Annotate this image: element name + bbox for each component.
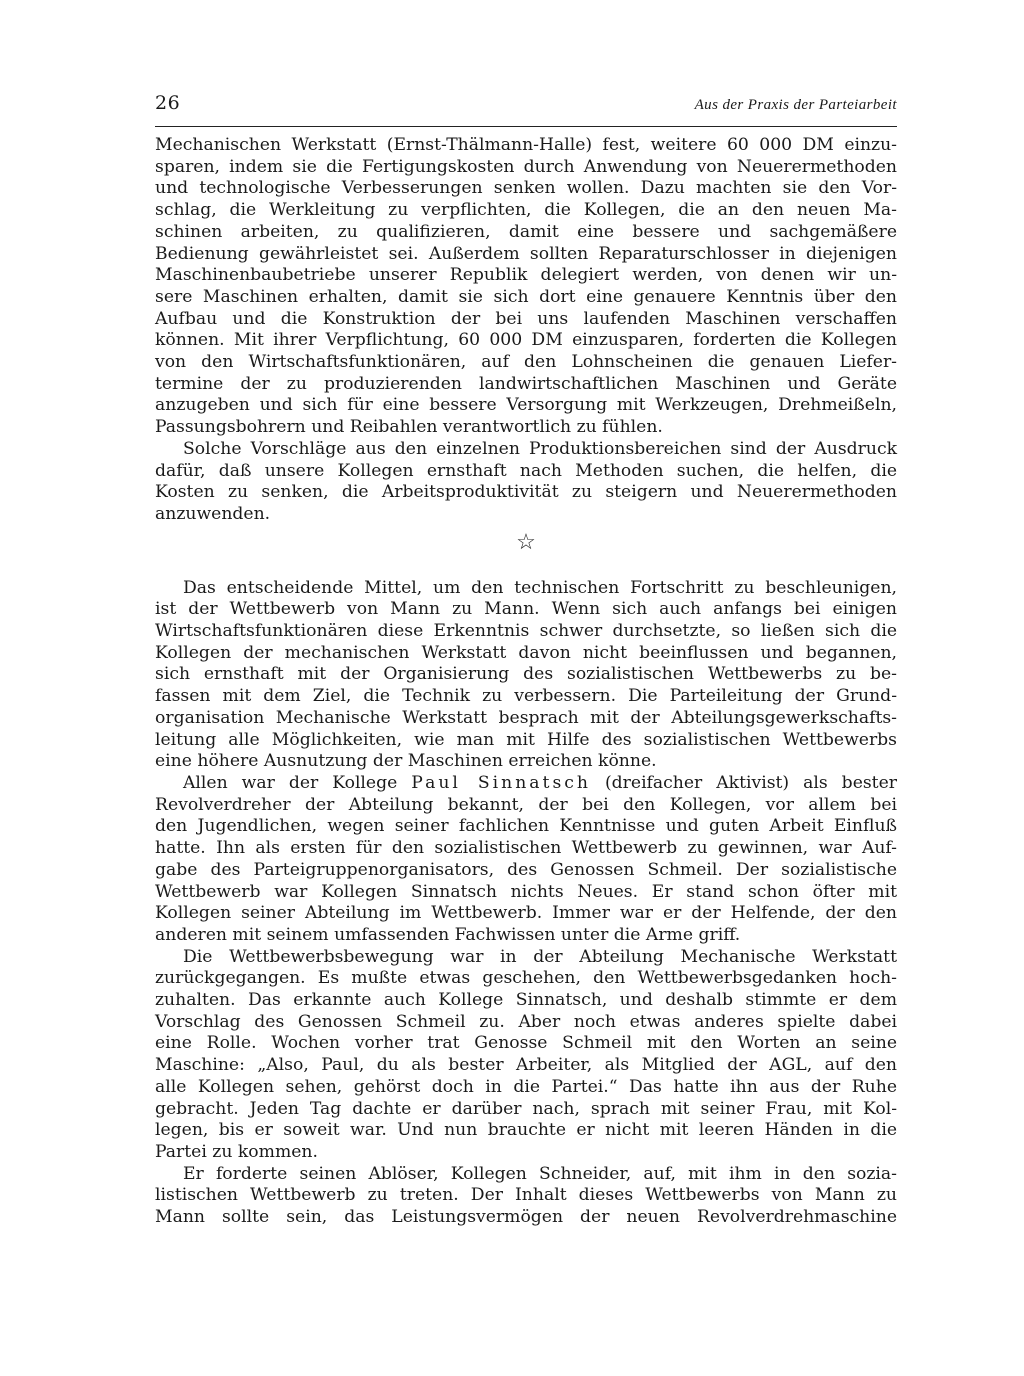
text-line: Maschine: „Also, Paul, du als bester Arbeiter, als Mitglied der AGL, auf den	[155, 1055, 897, 1076]
text-line: sparen, indem sie die Fertigungskosten durch Anwendung von Neuerermethoden	[155, 156, 897, 177]
text-line: Revolverdreher der Abteilung bekannt, der bei den Kollegen, vor allem bei	[155, 794, 897, 815]
text-line: sere Maschinen erhalten, damit sie sich dort eine genauere Kenntnis über den	[155, 286, 897, 307]
paragraph-continued	[155, 135, 897, 439]
star-separator: ☆	[516, 529, 536, 555]
text-line: schlag, die Werkleitung zu verpflichten, die Kollegen, die an den neuen Ma-	[155, 200, 897, 221]
text-line: können. Mit ihrer Verpflichtung, 60 000 DM einzusparen, forderten die Kollegen	[155, 330, 897, 351]
text-line: Vorschlag des Genossen Schmeil zu. Aber noch etwas anderes spielte dabei	[155, 1011, 897, 1032]
text-line	[155, 773, 897, 795]
running-title: Aus der Praxis der Parteiarbeit	[694, 97, 897, 113]
text-line: organisation Mechanische Werkstatt besprach mit der Abteilungsgewerkschafts-	[155, 707, 897, 728]
paragraph-challenge	[155, 1164, 897, 1229]
paragraph-paul-sinnatsch	[155, 773, 897, 947]
page-number: 26	[155, 92, 181, 114]
text-line: Das entscheidende Mittel, um den technischen Fortschritt zu beschleunigen,	[183, 577, 897, 598]
text-line: Aufbau und die Konstruktion der bei uns laufenden Maschinen verschaffen	[155, 308, 897, 329]
page-body	[155, 135, 897, 1229]
text-line: Mann sollte sein, das Leistungsvermögen der neuen Revolverdrehmaschine	[155, 1207, 897, 1228]
text-line: Er forderte seinen Ablöser, Kollegen Schneider, auf, mit ihm in den sozia-	[183, 1163, 897, 1184]
text-line: Passungsbohrern und Reibahlen verantwortlich zu fühlen.	[155, 417, 663, 438]
text-line: ist der Wettbewerb von Mann zu Mann. Wenn sich auch anfangs bei einigen	[155, 599, 897, 620]
text-line: eine Rolle. Wochen vorher trat Genosse Schmeil mit den Worten an seine	[155, 1033, 897, 1054]
text-line: anzuwenden.	[155, 503, 271, 524]
text-line: zurückgegangen. Es mußte etwas geschehen, den Wettbewerbsgedanken hoch-	[155, 968, 897, 989]
text-line: anzugeben und sich für eine bessere Versorgung mit Werkzeugen, Drehmeißeln,	[155, 395, 897, 416]
text-line: Bedienung gewährleistet sei. Außerdem sollten Reparaturschlosser in diejenigen	[155, 243, 897, 264]
text-line: termine der zu produzierenden landwirtschaftlichen Maschinen und Geräte	[155, 373, 897, 394]
paragraph-competition	[155, 578, 897, 773]
text-line: Maschinenbaubetriebe unserer Republik delegiert werden, von denen wir un-	[155, 265, 897, 286]
text-line: Kosten zu senken, die Arbeitsproduktivität zu steigern und Neuerermethoden	[155, 482, 897, 503]
text-line: hatte. Ihn als ersten für den sozialistischen Wettbewerb zu gewinnen, war Auf-	[155, 838, 897, 859]
text-line: sich ernsthaft mit der Organisierung des sozialistischen Wettbewerbs zu be-	[155, 664, 897, 685]
text-line: Mechanischen Werkstatt (Ernst-Thälmann-Halle) fest, weitere 60 000 DM einzu-	[155, 135, 897, 155]
text-line: leitung alle Möglichkeiten, wie man mit Hilfe des sozialistischen Wettbewerbs	[155, 729, 897, 750]
text-line: gabe des Parteigruppenorganisators, des Genossen Schmeil. Der sozialistische	[155, 859, 897, 880]
text-fragment: Allen war der Kollege	[183, 772, 412, 793]
text-line: Partei zu kommen.	[155, 1141, 318, 1162]
text-line: zuhalten. Das erkannte auch Kollege Sinnatsch, und deshalb stimmte er dem	[155, 990, 897, 1011]
text-line: Wettbewerb war Kollegen Sinnatsch nichts Neues. Er stand schon öfter mit	[155, 881, 897, 902]
page-header	[155, 92, 897, 127]
text-line: fassen mit dem Ziel, die Technik zu verbessern. Die Parteileitung der Grund-	[155, 686, 897, 707]
text-line: und technologische Verbesserungen senken wollen. Dazu machten sie den Vor-	[155, 178, 897, 199]
text-line: gebracht. Jeden Tag dachte er darüber nach, sprach mit seiner Frau, mit Kol-	[155, 1098, 897, 1119]
text-line: Kollegen der mechanischen Werkstatt davon nicht beeinflussen und begannen,	[155, 642, 897, 663]
text-line: anderen mit seinem umfassenden Fachwissen unter die Arme griff.	[155, 924, 741, 945]
text-line: listischen Wettbewerb zu treten. Der Inhalt dieses Wettbewerbs von Mann zu	[155, 1185, 897, 1206]
text-line: Solche Vorschläge aus den einzelnen Produktionsbereichen sind der Ausdruck	[183, 438, 897, 459]
text-line: alle Kollegen sehen, gehörst doch in die Partei.“ Das hatte ihn aus der Ruhe	[155, 1076, 897, 1097]
text-line: von den Wirtschaftsfunktionären, auf den Lohnscheinen die genauen Liefer-	[155, 352, 897, 373]
text-line: Die Wettbewerbsbewegung war in der Abteilung Mechanische Werkstatt	[183, 946, 897, 967]
text-line: dafür, daß unsere Kollegen ernsthaft nach Methoden suchen, die helfen, die	[155, 460, 897, 481]
text-line: schinen arbeiten, zu qualifizieren, damit eine bessere und sachgemäßere	[155, 221, 897, 242]
text-line: Kollegen seiner Abteilung im Wettbewerb. Immer war er der Helfende, der den	[155, 903, 897, 924]
text-line: legen, bis er soweit war. Und nun brauchte er nicht mit leeren Händen in die	[155, 1120, 897, 1141]
paragraph-movement	[155, 947, 897, 1164]
text-line: eine höhere Ausnutzung der Maschinen erreichen könne.	[155, 751, 657, 772]
text-line: den Jugendlichen, wegen seiner fachlichen Kenntnisse und guten Arbeit Einfluß	[155, 816, 897, 837]
text-line: Wirtschaftsfunktionären diese Erkenntnis schwer durchsetzte, so ließen sich die	[155, 621, 897, 642]
text-fragment: (dreifacher Aktivist) als bester	[590, 772, 897, 793]
paragraph-conclusion	[155, 439, 897, 526]
book-page	[155, 92, 897, 1229]
person-name: Paul Sinnatsch	[411, 772, 591, 793]
